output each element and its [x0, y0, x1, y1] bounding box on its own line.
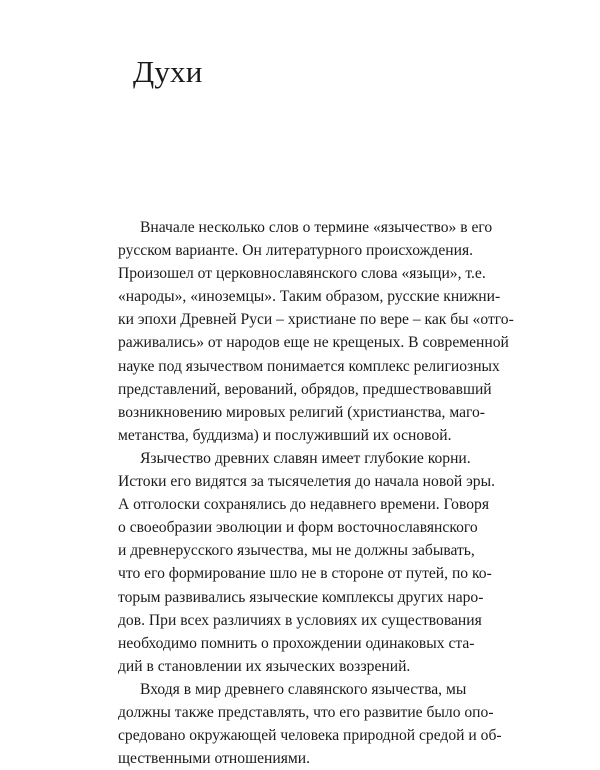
text-line: ки эпохи Древней Руси – христиане по вере – как бы «отго- [118, 311, 514, 329]
text-line: должны также представлять, что его развитие было опо- [118, 703, 494, 721]
text-line: раживались» от народов еще не крещеных. В современной [118, 334, 509, 352]
text-line: Вначале несколько слов о термине «язычество» в его [140, 219, 493, 236]
text-line: Язычество древних славян имеет глубокие корни. [140, 449, 471, 467]
text-line: необходимо помнить о прохождении одинаковых ста- [118, 634, 475, 652]
text-line: «народы», «иноземцы». Таким образом, русские книжни- [118, 288, 501, 306]
paragraph [118, 216, 514, 447]
text-line: и древнерусского язычества, мы не должны забывать, [118, 542, 475, 560]
text-line: А отголоски сохранялись до недавнего времени. Говоря [118, 496, 489, 514]
text-line: торым развивались языческие комплексы других наро- [118, 588, 484, 606]
paragraph [118, 447, 498, 678]
text-line: дий в становлении их языческих воззрений. [118, 657, 411, 675]
text-line: средовано окружающей человека природной средой и об- [118, 727, 502, 745]
text-line: дов. При всех различиях в условиях их существования [118, 611, 482, 629]
text-line: о своеобразии эволюции и форм восточнославянского [118, 519, 478, 537]
text-line: науке под язычеством понимается комплекс религиозных [118, 357, 500, 375]
text-line: возникновению мировых религий (христианства, маго- [118, 403, 485, 421]
text-line: Истоки его видятся за тысячелетия до начала новой эры. [118, 473, 495, 491]
text-line: представлений, верований, обрядов, предшествовавший [118, 380, 492, 398]
text-line: метанства, буддизма) и послуживший их основой. [118, 426, 452, 444]
text-line: щественными отношениями. [118, 750, 310, 768]
text-line: Произошел от церковнославянского слова «языци», т.е. [118, 265, 486, 283]
text-line: русском варианте. Он литературного происхождения. [118, 242, 474, 260]
text-line: что его формирование шло не в стороне от путей, по ко- [118, 565, 492, 583]
paragraph [118, 678, 502, 770]
body-text [118, 216, 514, 770]
chapter-title: Духи [133, 54, 203, 89]
text-line: Входя в мир древнего славянского язычества, мы [140, 680, 467, 698]
